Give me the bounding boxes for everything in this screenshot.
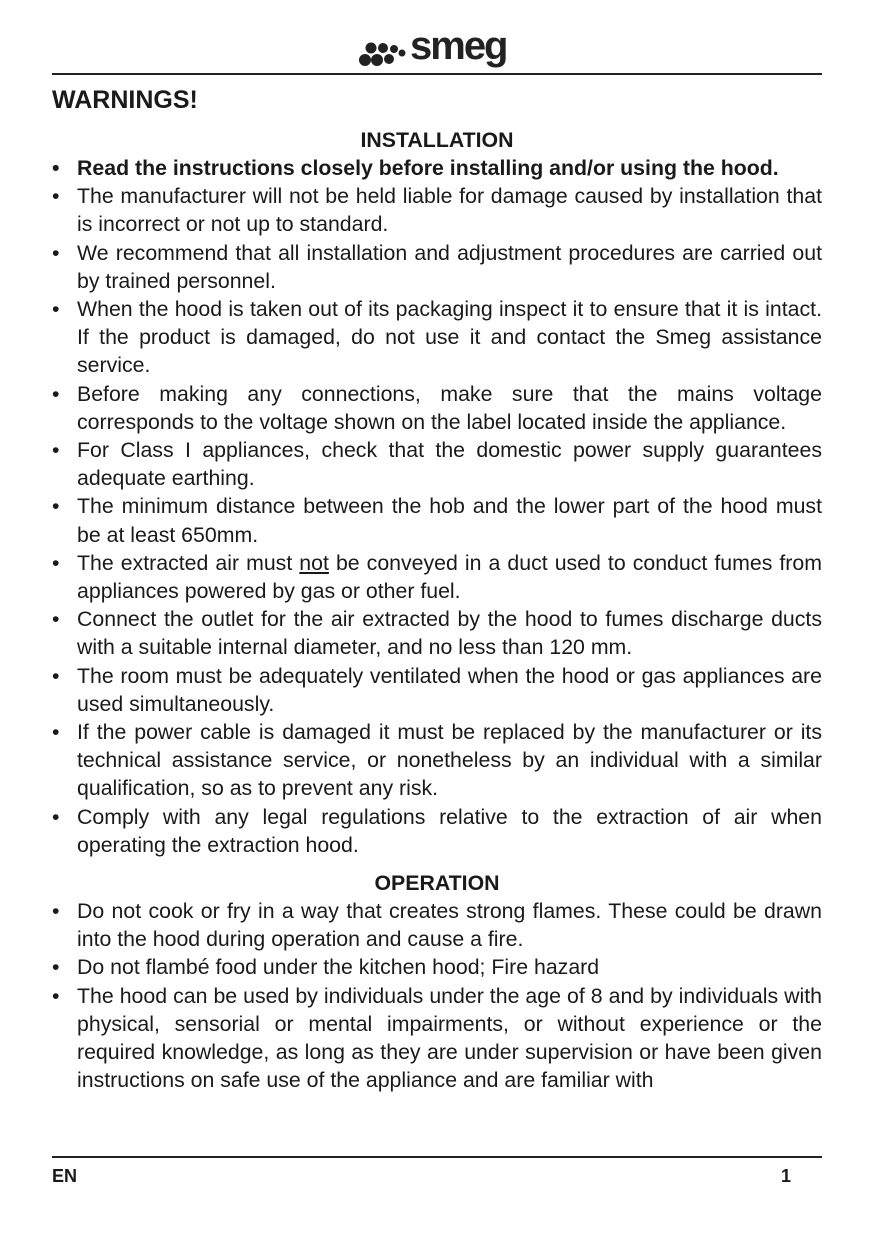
- list-item: [52, 662, 822, 718]
- bullet-icon: •: [52, 240, 60, 265]
- header-divider: [52, 73, 822, 75]
- list-item-text: When the hood is taken out of its packaging inspect it to ensure that it is intact. If the product is damaged, do not use it and contact the Smeg assistance service.: [77, 297, 822, 378]
- list-item: [52, 380, 822, 436]
- installation-heading: INSTALLATION: [360, 128, 514, 152]
- language-label: EN: [52, 1166, 78, 1186]
- list-item: [52, 492, 822, 548]
- bullet-icon: •: [52, 899, 60, 924]
- logo-dots-icon: [358, 38, 410, 68]
- list-item: [52, 436, 822, 492]
- footer-divider: [52, 1156, 822, 1158]
- bullet-icon: •: [52, 494, 60, 519]
- list-item: [52, 182, 822, 238]
- bullet-icon: •: [52, 720, 60, 745]
- bullet-icon: •: [52, 156, 60, 180]
- list-item: [52, 897, 822, 953]
- page-number: 1: [781, 1166, 792, 1186]
- list-item-text: be conveyed in a duct used to conduct fumes from appliances powered by gas or other fuel.: [77, 550, 822, 604]
- list-item-text: The minimum distance between the hob and the lower part of the hood must be at least 650mm.: [77, 494, 822, 547]
- list-item-text: We recommend that all installation and adjustment procedures are carried out by trained personnel.: [77, 240, 822, 293]
- bullet-icon: •: [52, 381, 60, 406]
- main-content: [52, 124, 822, 1095]
- list-item: [52, 154, 822, 182]
- list-item-text: If the power cable is damaged it must be replaced by the manufacturer or its technical assistance service, or nonetheless by an individual with a similar qualification, so as to prevent any risk.: [77, 720, 822, 801]
- list-item: [52, 718, 822, 803]
- bullet-icon: •: [52, 607, 60, 632]
- list-item-text: Read the instructions closely before installing and/or using the hood.: [77, 156, 779, 180]
- bullet-icon: •: [52, 804, 60, 829]
- list-item: [52, 549, 822, 605]
- list-item-text: Before making any connections, make sure that the mains voltage corresponds to the voltage shown on the label located inside the appliance.: [77, 381, 822, 434]
- list-item: [52, 803, 822, 859]
- list-item-text: Do not flambé food under the kitchen hood; Fire hazard: [77, 955, 600, 980]
- logo-wordmark: smeg: [410, 24, 507, 68]
- bullet-icon: •: [52, 663, 60, 688]
- list-item-text: Connect the outlet for the air extracted by the hood to fumes discharge ducts with a suitable internal diameter, and no less than 120 mm.: [77, 607, 822, 660]
- list-item: [52, 953, 822, 981]
- list-item-text: The room must be adequately ventilated when the hood or gas appliances are used simultaneously.: [77, 663, 822, 716]
- operation-list: [52, 897, 822, 1094]
- bullet-icon: •: [52, 297, 60, 322]
- bullet-icon: •: [52, 438, 60, 463]
- operation-heading: OPERATION: [374, 871, 500, 896]
- installation-list: [52, 154, 822, 859]
- list-item-text: The extracted air must: [77, 550, 300, 575]
- list-item: [52, 982, 822, 1095]
- list-item-text: The hood can be used by individuals under the age of 8 and by individuals with physical, sensorial or mental impairments, or without experience or the required knowledge, as long as they are under supervision or have been given instructions on safe use of the appliance and are familiar with: [77, 983, 822, 1093]
- brand-logo: [0, 24, 875, 72]
- list-item: [52, 295, 822, 380]
- page-title: WARNINGS!: [52, 86, 198, 114]
- list-item-text: For Class I appliances, check that the domestic power supply guarantees adequate earthing.: [77, 438, 822, 491]
- list-item-text: Do not cook or fry in a way that creates strong flames. These could be drawn into the hood during operation and cause a fire.: [77, 899, 822, 952]
- bullet-icon: •: [52, 184, 60, 209]
- list-item-text: Comply with any legal regulations relative to the extraction of air when operating the extraction hood.: [77, 804, 822, 857]
- bullet-icon: •: [52, 955, 60, 980]
- list-item-text: The manufacturer will not be held liable for damage caused by installation that is incorrect or not up to standard.: [77, 184, 822, 237]
- list-item: [52, 605, 822, 661]
- list-item-emphasis: not: [299, 550, 329, 575]
- bullet-icon: •: [52, 550, 60, 575]
- list-item: [52, 239, 822, 295]
- bullet-icon: •: [52, 983, 60, 1008]
